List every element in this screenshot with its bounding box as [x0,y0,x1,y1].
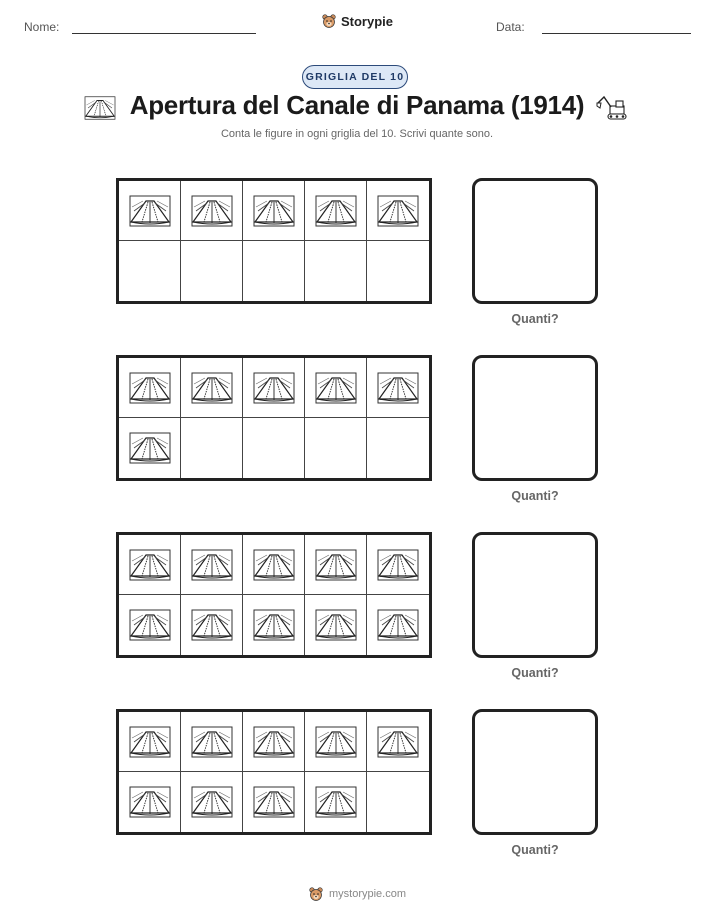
ten-frame-cell [181,772,243,832]
ten-frame-cell [305,772,367,832]
ten-frame-cell [119,772,181,832]
ten-frame-cell [119,595,181,655]
canal-icon [129,726,171,758]
canal-icon [191,549,233,581]
canal-icon [315,786,357,818]
answer-box-3[interactable] [472,532,598,658]
ten-frame-cell [367,772,429,832]
ten-frame-cell [181,595,243,655]
ten-frame-cell [181,358,243,418]
canal-icon [191,372,233,404]
answer-box-4[interactable] [472,709,598,835]
ten-frame-cell [181,241,243,301]
date-line[interactable] [542,33,691,34]
canal-icon [253,786,295,818]
canal-icon [253,195,295,227]
canal-icon [377,195,419,227]
ten-frame-cell [305,595,367,655]
canal-icon [377,609,419,641]
ten-frame-cell [243,418,305,478]
ten-frame-cell [119,358,181,418]
canal-icon [129,609,171,641]
ten-frame-cell [119,535,181,595]
name-line[interactable] [72,33,256,34]
ten-frame-cell [243,241,305,301]
canal-icon [253,372,295,404]
ten-frame-cell [367,535,429,595]
ten-frame-cell [243,358,305,418]
canal-icon [315,726,357,758]
ten-frame-cell [367,712,429,772]
canal-icon [315,609,357,641]
ten-frame-cell [305,418,367,478]
ten-frame-cell [367,418,429,478]
ten-frame-cell [243,772,305,832]
canal-icon [191,195,233,227]
ten-frame-cell [367,241,429,301]
ten-frame-cell [243,535,305,595]
canal-icon [377,372,419,404]
ten-frame-cell [243,712,305,772]
answer-label-3: Quanti? [511,666,559,680]
ten-frame-cell [305,358,367,418]
ten-frame-cell [367,181,429,241]
footer [0,886,714,902]
canal-icon [191,786,233,818]
ten-frame-2 [116,355,432,481]
ten-frame-cell [243,595,305,655]
ten-frame-cell [181,418,243,478]
ten-frame-cell [243,181,305,241]
canal-icon [191,609,233,641]
bear-icon [308,886,324,902]
ten-frame-cell [181,181,243,241]
bear-icon [321,13,337,29]
ten-frame-4 [116,709,432,835]
ten-frame-cell [305,241,367,301]
canal-icon [129,432,171,464]
worksheet-type-badge: GRIGLIA DEL 10 [302,65,408,89]
ten-frame-cell [119,181,181,241]
canal-icon [129,195,171,227]
canal-icon [129,549,171,581]
ten-frame-cell [181,712,243,772]
canal-icon [191,726,233,758]
answer-box-1[interactable] [472,178,598,304]
ten-frame-cell [305,712,367,772]
canal-icon [377,549,419,581]
canal-icon [315,372,357,404]
instructions: Conta le figure in ogni griglia del 10. Scrivi quante sono. [220,128,494,140]
canal-icon [253,726,295,758]
ten-frame-cell [181,535,243,595]
brand-logo [0,13,714,29]
canal-icon [253,609,295,641]
name-label: Nome: [24,20,60,34]
canal-icon [315,195,357,227]
date-label: Data: [496,20,525,34]
ten-frame-1 [116,178,432,304]
ten-frame-3 [116,532,432,658]
ten-frame-cell [305,181,367,241]
ten-frame-cell [367,358,429,418]
answer-label-4: Quanti? [511,843,559,857]
ten-frame-cell [119,418,181,478]
page-title: Apertura del Canale di Panama (1914) [129,90,585,120]
ten-frame-cell [305,535,367,595]
brand-name: Storypie [340,13,393,29]
excavator-icon [596,92,630,122]
footer-url[interactable]: mystorypie.com [328,888,407,900]
canal-icon [377,726,419,758]
canal-icon [253,549,295,581]
ten-frame-cell [367,595,429,655]
answer-box-2[interactable] [472,355,598,481]
ten-frame-cell [119,712,181,772]
answer-label-1: Quanti? [511,312,559,326]
ten-frame-cell [119,241,181,301]
canal-icon [129,786,171,818]
answer-label-2: Quanti? [511,489,559,503]
canal-icon [129,372,171,404]
canal-icon [315,549,357,581]
